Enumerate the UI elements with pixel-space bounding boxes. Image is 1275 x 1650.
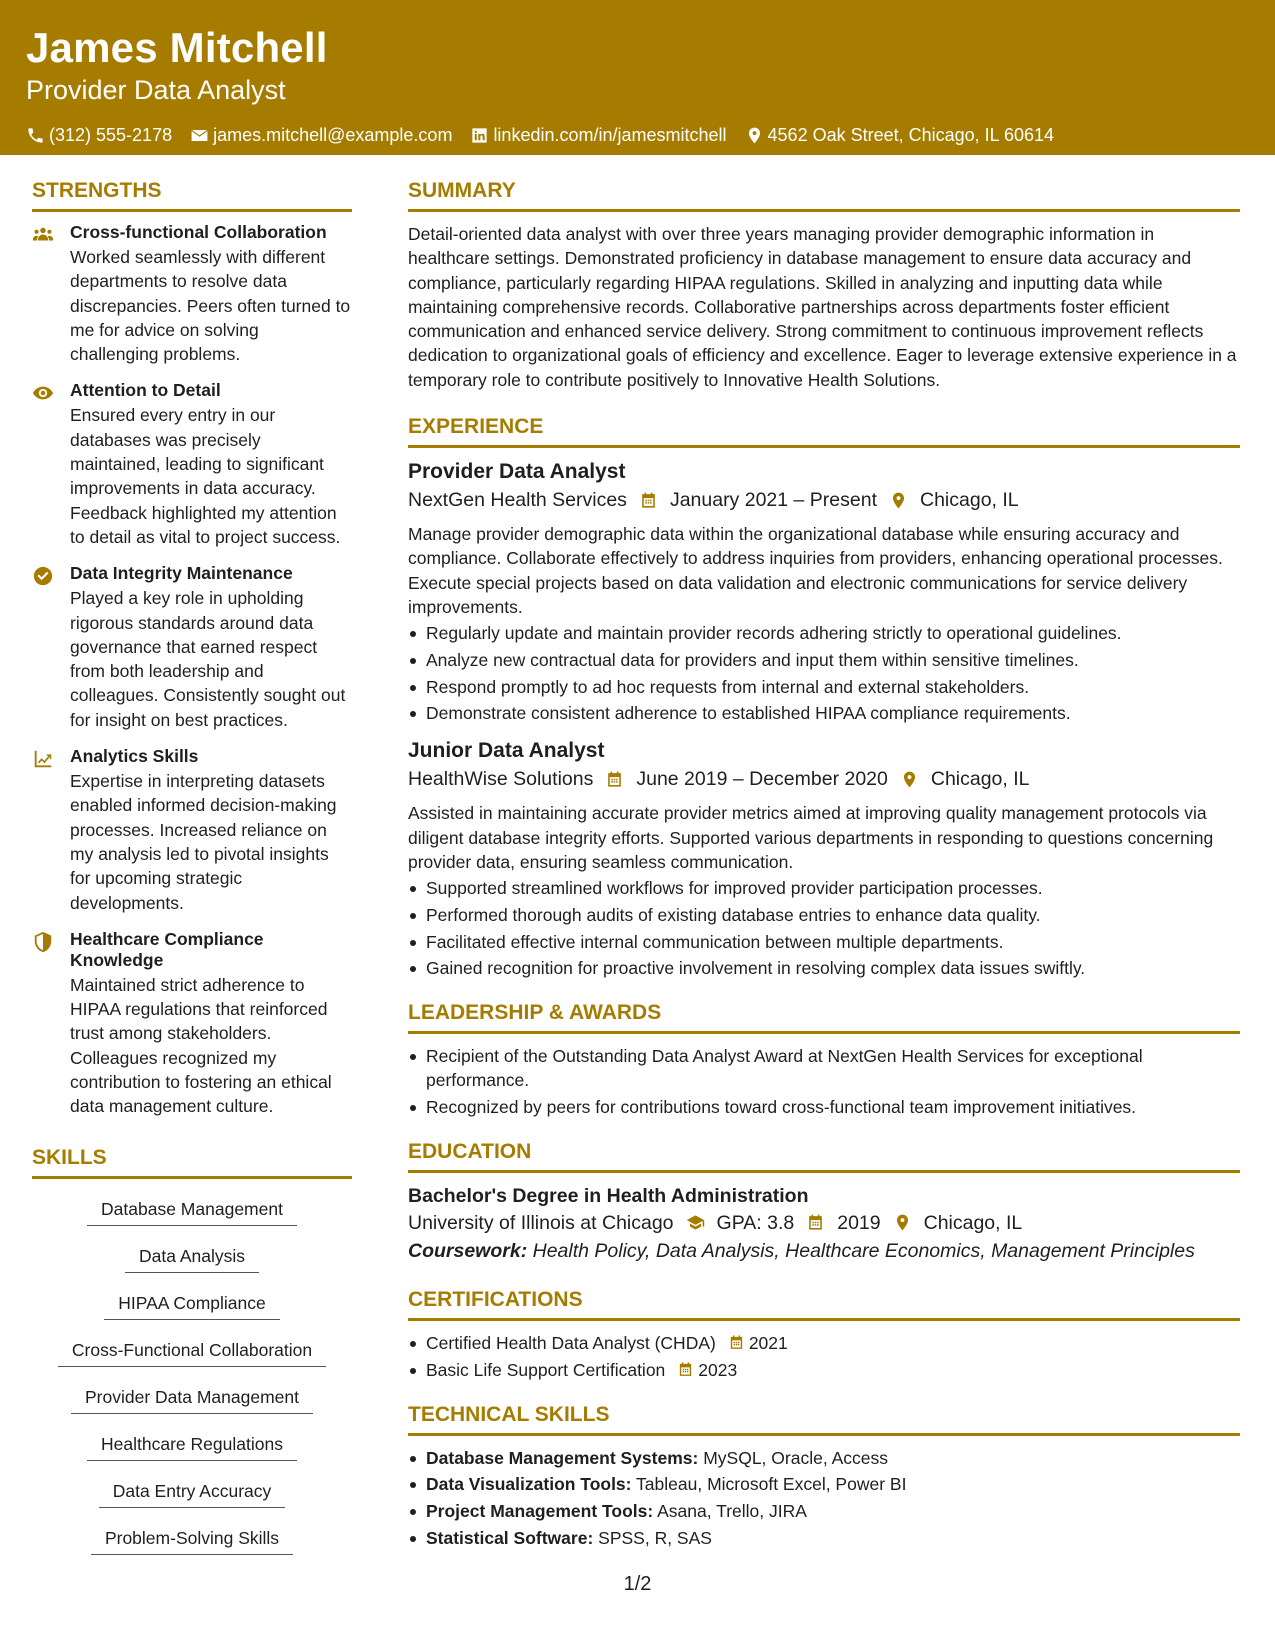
calendar-icon	[677, 1361, 694, 1378]
skills-title: SKILLS	[32, 1145, 352, 1179]
candidate-name: James Mitchell	[26, 24, 328, 71]
job-entry	[408, 458, 1240, 725]
school-name: University of Illinois at Chicago	[408, 1211, 674, 1234]
resume-header	[0, 0, 1275, 155]
tech-value: Asana, Trello, JIRA	[657, 1501, 807, 1522]
summary-text: Detail-oriented data analyst with over three years managing provider demographic information in healthcare settings. Demonstrated proficiency in database management to ensure data accuracy and compliance, particularly regarding HIPAA regulations. Skilled in analyzing and inputting data while maintaining comprehensive records. Collaborative partnerships across departments foster efficient communication and enhanced service delivery. Strong commitment to continuous improvement reflects dedication to organizational goals of efficiency and excellence. Eager to leverage extensive experience in a temporary role to contribute positively to Innovative Health Solutions.	[408, 224, 1237, 390]
strengths-title: STRENGTHS	[32, 178, 352, 212]
skills-list	[32, 1189, 352, 1571]
list-item: Gained recognition for proactive involvement in resolving complex data issues swiftly.	[408, 956, 1240, 980]
skill-tag: Healthcare Regulations	[87, 1430, 297, 1461]
summary-title: SUMMARY	[408, 178, 1240, 212]
list-item	[408, 1526, 1240, 1550]
job-company: NextGen Health Services	[408, 489, 627, 512]
cert-name: Basic Life Support Certification	[426, 1359, 666, 1380]
envelope-icon	[190, 126, 209, 145]
job-desc: Manage provider demographic data within the organizational database while ensuring accuracy and compliance. Collaborate effectively to address inquiries from providers, enhancing operational processes. Execute special projects based on data validation and electronic communications for service delivery improvements.	[408, 524, 1223, 617]
technical-skills-title: TECHNICAL SKILLS	[408, 1402, 1240, 1436]
leadership-title: LEADERSHIP & AWARDS	[408, 1000, 1240, 1034]
cert-year: 2021	[748, 1332, 788, 1353]
coursework-label: Coursework:	[408, 1239, 528, 1262]
list-item: Recipient of the Outstanding Data Analyst Award at NextGen Health Services for exceptional performance.	[408, 1044, 1240, 1092]
list-item	[408, 1331, 1240, 1355]
list-item	[408, 1446, 1240, 1470]
list-item: Analyze new contractual data for providers and input them within sensitive timelines.	[408, 648, 1240, 672]
calendar-icon	[605, 770, 624, 789]
job-dates: January 2021 – Present	[669, 489, 877, 512]
strength-title: Data Integrity Maintenance	[70, 563, 293, 584]
skill-tag: Provider Data Management	[71, 1383, 313, 1414]
strength-item	[32, 929, 352, 1119]
school-location: Chicago, IL	[923, 1211, 1023, 1234]
list-item: Recognized by peers for contributions toward cross-functional team improvement initiatives.	[408, 1095, 1240, 1119]
list-item: Supported streamlined workflows for improved provider participation processes.	[408, 876, 1240, 900]
list-item: Respond promptly to ad hoc requests from internal and external stakeholders.	[408, 675, 1240, 699]
strength-item	[32, 222, 352, 366]
education-meta	[408, 1209, 1240, 1237]
degree-title: Bachelor's Degree in Health Administration	[408, 1184, 809, 1207]
leadership-list	[408, 1044, 1240, 1119]
list-item: Demonstrate consistent adherence to established HIPAA compliance requirements.	[408, 701, 1240, 725]
strength-desc: Maintained strict adherence to HIPAA regulations that reinforced trust among stakeholders. Colleagues recognized my contribution to fostering an ethical data management culture.	[70, 974, 332, 1117]
eye-icon	[32, 382, 54, 404]
list-item: Performed thorough audits of existing database entries to enhance data quality.	[408, 903, 1240, 927]
skill-tag: Problem-Solving Skills	[91, 1524, 293, 1555]
skill-tag: Data Entry Accuracy	[99, 1477, 286, 1508]
tech-label: Statistical Software:	[426, 1527, 594, 1548]
coursework-list: Health Policy, Data Analysis, Healthcare Economics, Management Principles	[532, 1239, 1195, 1262]
tech-value: Tableau, Microsoft Excel, Power BI	[636, 1474, 907, 1495]
strength-desc: Expertise in interpreting datasets enabled informed decision-making processes. Increased reliance on my analysis led to pivotal insights for upcoming strategic developments.	[70, 771, 337, 913]
strength-title: Cross-functional Collaboration	[70, 222, 327, 242]
strength-title: Analytics Skills	[70, 746, 199, 767]
right-column	[408, 178, 1240, 1552]
list-item	[408, 1358, 1240, 1382]
strength-title: Attention to Detail	[70, 380, 221, 401]
job-company: HealthWise Solutions	[408, 768, 594, 791]
calendar-icon	[728, 1334, 745, 1351]
job-bullets	[408, 876, 1240, 980]
strength-item	[32, 380, 352, 549]
job-meta	[408, 765, 1240, 793]
tech-label: Project Management Tools:	[426, 1501, 654, 1522]
users-icon	[32, 224, 54, 246]
skill-tag: Cross-Functional Collaboration	[58, 1336, 326, 1367]
job-entry	[408, 737, 1240, 980]
email-text[interactable]: james.mitchell@example.com	[213, 125, 453, 145]
strength-desc: Ensured every entry in our databases was precisely maintained, leading to significant improvements in data accuracy. Feedback highlighted my attention to detail as vital to project success.	[70, 405, 341, 547]
contact-address	[745, 124, 1055, 146]
coursework	[408, 1237, 1240, 1265]
graduation-year: 2019	[837, 1211, 881, 1234]
calendar-icon	[639, 491, 658, 510]
left-column	[32, 178, 352, 1571]
strength-title: Healthcare Compliance Knowledge	[70, 928, 264, 970]
strength-desc: Worked seamlessly with different departments to resolve data discrepancies. Peers often turned to me for advice on solving challenging problems.	[70, 247, 351, 365]
certifications-list	[408, 1331, 1240, 1382]
phone-text: (312) 555-2178	[49, 125, 173, 145]
certifications-title: CERTIFICATIONS	[408, 1287, 1240, 1321]
list-item: Regularly update and maintain provider records adhering strictly to operational guidelines.	[408, 621, 1240, 645]
job-location: Chicago, IL	[920, 489, 1019, 512]
map-marker-icon	[893, 1213, 912, 1232]
map-marker-icon	[745, 126, 764, 145]
list-item: Facilitated effective internal communication between multiple departments.	[408, 930, 1240, 954]
map-marker-icon	[900, 770, 919, 789]
tech-label: Database Management Systems:	[426, 1447, 699, 1468]
skill-tag: Database Management	[87, 1195, 297, 1226]
strength-item	[32, 563, 352, 732]
job-location: Chicago, IL	[930, 768, 1030, 791]
experience-title: EXPERIENCE	[408, 414, 1240, 448]
job-bullets	[408, 621, 1240, 725]
linkedin-icon	[470, 126, 489, 145]
job-desc: Assisted in maintaining accurate provider metrics aimed at improving quality management protocols via diligent database integrity efforts. Supported various departments in responding to questions concerning provider data, ensuring seamless communication.	[408, 803, 1214, 872]
job-meta	[408, 486, 1240, 514]
contact-bar	[26, 124, 1249, 146]
map-marker-icon	[889, 491, 908, 510]
technical-skills-list	[408, 1446, 1240, 1550]
candidate-role: Provider Data Analyst	[26, 75, 286, 105]
contact-phone	[26, 124, 172, 146]
gpa: GPA: 3.8	[716, 1211, 795, 1234]
strength-item	[32, 746, 352, 915]
strength-desc: Played a key role in upholding rigorous standards around data governance that earned respect from both leadership and colleagues. Consistently sought out for insight on best practices.	[70, 588, 346, 730]
job-title: Provider Data Analyst	[408, 460, 626, 484]
page-number: 1/2	[623, 1573, 652, 1595]
linkedin-text[interactable]: linkedin.com/in/jamesmitchell	[493, 125, 727, 145]
tech-label: Data Visualization Tools:	[426, 1474, 632, 1495]
check-circle-icon	[32, 565, 54, 587]
job-dates: June 2019 – December 2020	[636, 768, 888, 791]
graduation-cap-icon	[686, 1213, 705, 1232]
education-title: EDUCATION	[408, 1139, 1240, 1173]
list-item	[408, 1499, 1240, 1523]
chart-line-icon	[32, 748, 54, 770]
contact-email[interactable]	[190, 124, 452, 146]
skills-section	[32, 1145, 352, 1571]
contact-linkedin[interactable]	[470, 124, 726, 146]
cert-name: Certified Health Data Analyst (CHDA)	[426, 1332, 716, 1353]
phone-icon	[26, 126, 45, 145]
calendar-icon	[806, 1213, 825, 1232]
tech-value: SPSS, R, SAS	[598, 1527, 712, 1548]
tech-value: MySQL, Oracle, Access	[703, 1447, 888, 1468]
list-item	[408, 1472, 1240, 1496]
job-title: Junior Data Analyst	[408, 739, 605, 763]
shield-icon	[32, 931, 54, 953]
cert-year: 2023	[698, 1359, 738, 1380]
skill-tag: Data Analysis	[125, 1242, 259, 1273]
address-text: 4562 Oak Street, Chicago, IL 60614	[767, 125, 1055, 145]
skill-tag: HIPAA Compliance	[104, 1289, 280, 1320]
